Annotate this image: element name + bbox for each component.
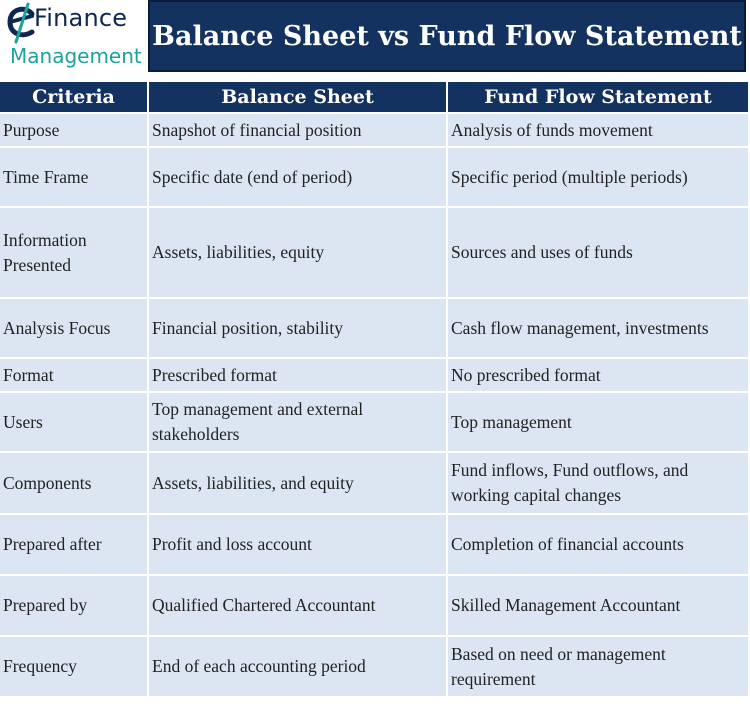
balance-sheet-cell: Assets, liabilities, and equity (149, 453, 446, 513)
fund-flow-cell: Completion of financial accounts (448, 515, 748, 574)
fund-flow-cell: Fund inflows, Fund outflows, and working capital changes (448, 453, 748, 513)
balance-sheet-cell: Qualified Chartered Accountant (149, 576, 446, 635)
balance-sheet-cell: Top management and external stakeholders (149, 393, 446, 451)
criteria-cell: Purpose (0, 114, 147, 146)
fund-flow-cell: Specific period (multiple periods) (448, 148, 748, 206)
balance-sheet-cell: End of each accounting period (149, 637, 446, 696)
logo-word-finance: Finance (34, 4, 128, 32)
table-row (0, 208, 750, 297)
balance-sheet-cell: Profit and loss account (149, 515, 446, 574)
table-row (0, 515, 750, 574)
fund-flow-cell: Skilled Management Accountant (448, 576, 748, 635)
table-row (0, 359, 750, 391)
table-row (0, 576, 750, 635)
criteria-cell: Frequency (0, 637, 147, 696)
fund-flow-cell: Top management (448, 393, 748, 451)
fund-flow-cell: No prescribed format (448, 359, 748, 391)
fund-flow-cell: Analysis of funds movement (448, 114, 748, 146)
balance-sheet-cell: Prescribed format (149, 359, 446, 391)
table-row (0, 114, 750, 146)
table-header-row (0, 82, 750, 112)
criteria-cell: Analysis Focus (0, 299, 147, 357)
criteria-cell: Users (0, 393, 147, 451)
balance-sheet-cell: Financial position, stability (149, 299, 446, 357)
fund-flow-cell: Based on need or management requirement (448, 637, 748, 696)
fund-flow-cell: Cash flow management, investments (448, 299, 748, 357)
criteria-cell: Prepared after (0, 515, 147, 574)
page-title: Balance Sheet vs Fund Flow Statement (152, 20, 742, 52)
table-row (0, 148, 750, 206)
criteria-cell: Time Frame (0, 148, 147, 206)
table-row (0, 393, 750, 451)
criteria-cell: Format (0, 359, 147, 391)
header (0, 0, 750, 76)
table-row (0, 299, 750, 357)
table-row (0, 637, 750, 696)
table-row (0, 453, 750, 513)
header-criteria: Criteria (0, 82, 147, 112)
balance-sheet-cell: Snapshot of financial position (149, 114, 446, 146)
logo (0, 0, 146, 76)
criteria-cell: Components (0, 453, 147, 513)
balance-sheet-cell: Assets, liabilities, equity (149, 208, 446, 297)
header-balance-sheet: Balance Sheet (149, 82, 446, 112)
criteria-cell: Information Presented (0, 208, 147, 297)
criteria-cell: Prepared by (0, 576, 147, 635)
title-banner (148, 0, 746, 72)
balance-sheet-cell: Specific date (end of period) (149, 148, 446, 206)
logo-word-management: Management (10, 44, 142, 68)
fund-flow-cell: Sources and uses of funds (448, 208, 748, 297)
header-fund-flow-statement: Fund Flow Statement (448, 82, 748, 112)
